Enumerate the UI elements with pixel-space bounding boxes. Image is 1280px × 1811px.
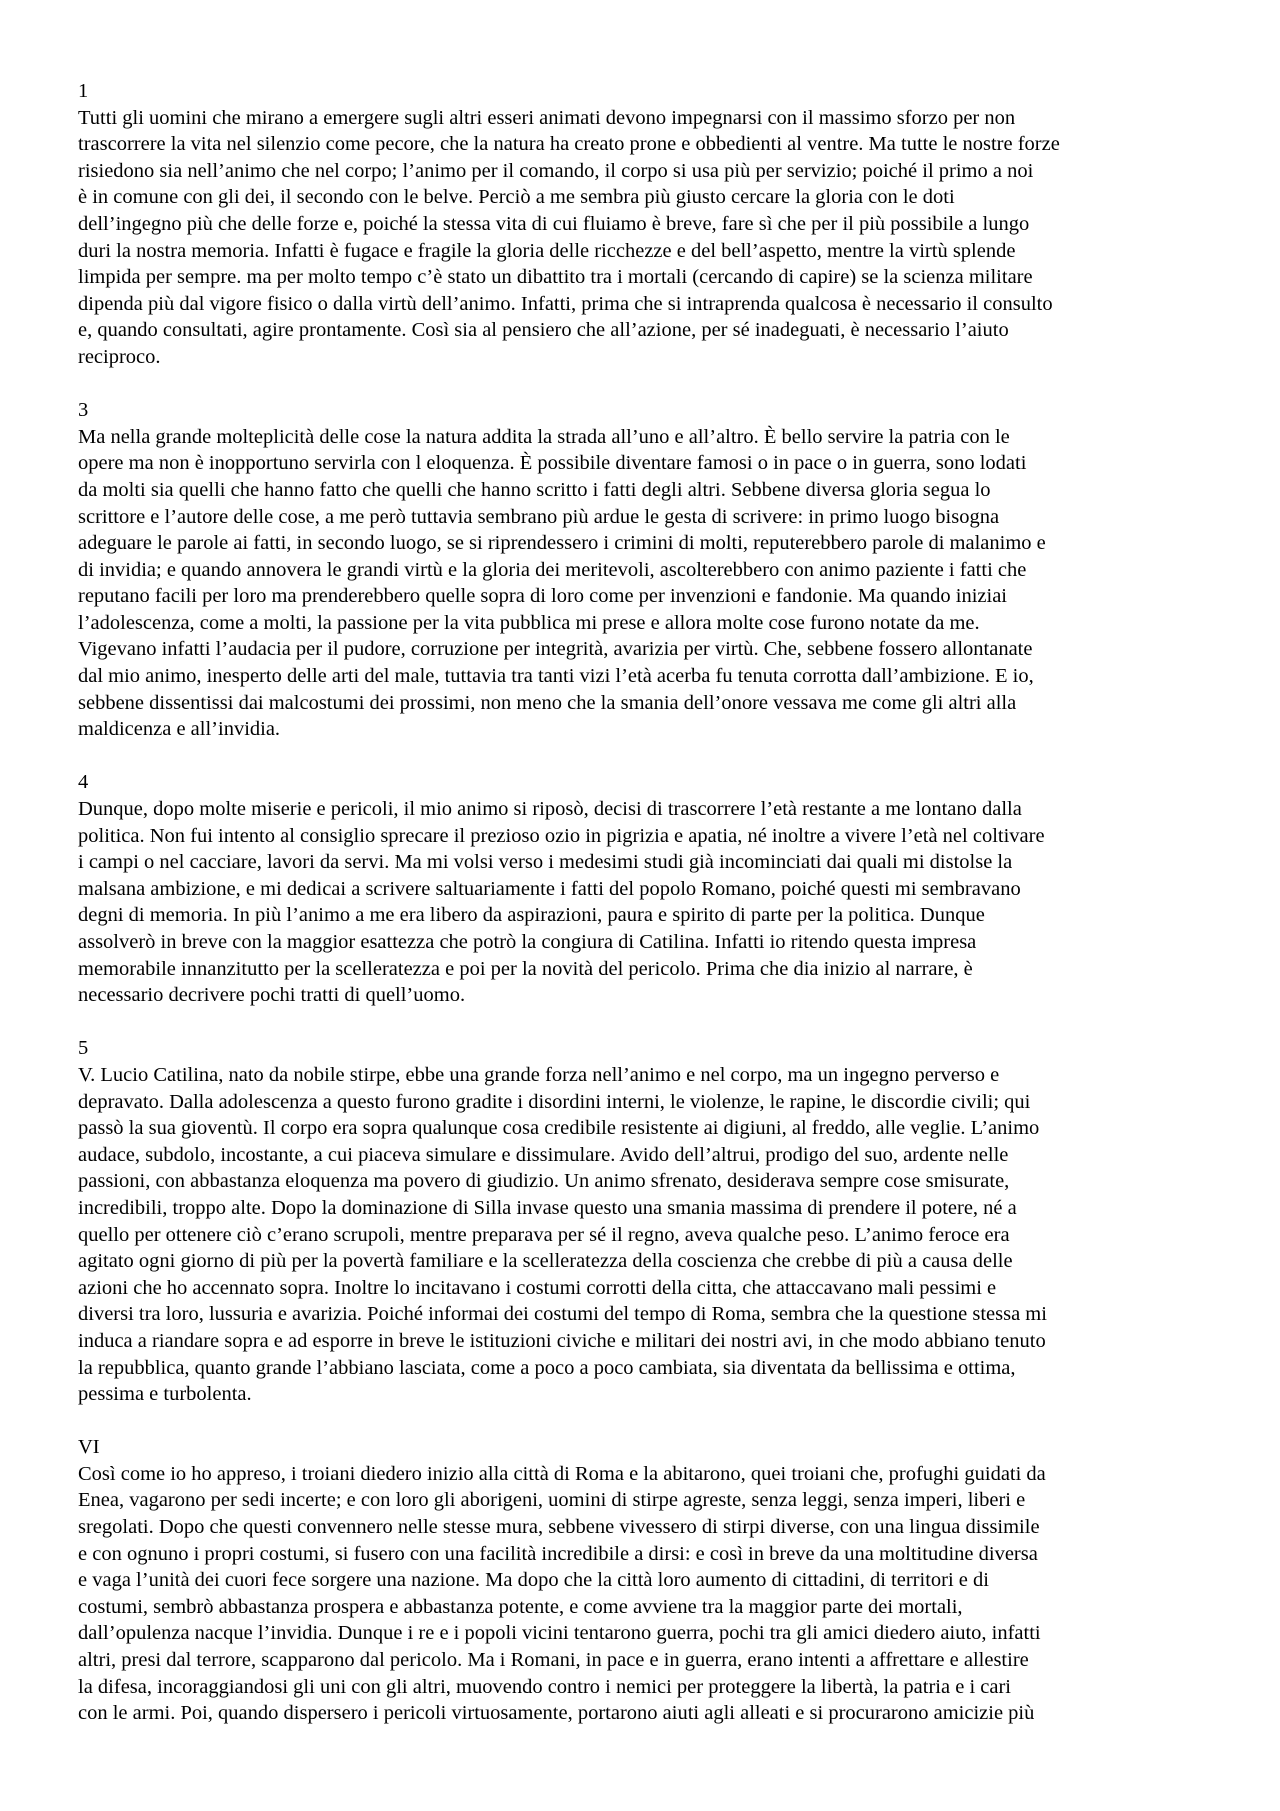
section-number: 4 xyxy=(78,771,89,794)
section-number: 3 xyxy=(78,399,89,422)
section-text: V. Lucio Catilina, nato da nobile stirpe, ebbe una grande forza nell’animo e nel corpo, ma un ingegno perverso e depravato. Dalla adolescenza a questo furono gradite i disordini interni, le violenze, le rapine, le discordie civili; qui passò la sua gioventù. Il corpo era sopra qualunque cosa credibile resistente ai digiuni, al freddo, alle veglie. L’animo audace, subdolo, incostante, a cui piaceva simulare e dissimulare. Avido dell’altrui, prodigo del suo, ardente nelle passioni, con abbastanza eloquenza ma povero di giudizio. Un animo sfrenato, desiderava sempre cose smisurate, incredibili, troppo alte. Dopo la dominazione di Silla invase questo una smania massima di prendere il potere, né a quello per ottenere ciò c’erano scrupoli, mentre preparava per sé il regno, aveva qualche peso. L’animo feroce era agitato ogni giorno di più per la povertà familiare e la scelleratezza della coscienza che crebbe di più a causa delle azioni che ho accennato sopra. Inoltre lo incitavano i costumi corrotti della citta, che attaccavano mali pessimi e diversi tra loro, lussuria e avarizia. Poiché informai dei costumi del tempo di Roma, sembra che la questione stessa mi induca a riandare sopra e ad esporre in breve le istituzioni civiche e militari dei nostri avi, in che modo abbiano tenuto la repubblica, quanto grande l’abbiano lasciata, come a poco a poco cambiata, sia diventata da bellissima e ottima, pessima e turbolenta. xyxy=(78,1063,1047,1406)
section-text: Dunque, dopo molte miserie e pericoli, il mio animo si riposò, decisi di trascorrere l’età restante a me lontano dalla politica. Non fui intento al consiglio sprecare il prezioso ozio in pigrizia e apatia, né inoltre a vivere l’età nel coltivare i campi o nel cacciare, lavori da servi. Ma mi volsi verso i medesimi studi già incominciati dai quali mi distolse la malsana ambizione, e mi dedicai a scrivere saltuariamente i fatti del popolo Romano, poiché questi mi sembravano degni di memoria. In più l’animo a me era libero da aspirazioni, paura e spirito di parte per la politica. Dunque assolverò in breve con la maggior esattezza che potrò la congiura di Catilina. Infatti io ritendo questa impresa memorabile innanzitutto per la scelleratezza e poi per la novità del pericolo. Prima che dia inizio al narrare, è necessario decrivere pochi tratti di quell’uomo. xyxy=(78,798,1045,1007)
section-number: 5 xyxy=(78,1037,89,1060)
section-vi xyxy=(78,1434,1208,1727)
section-1 xyxy=(78,78,1208,371)
section-text: Tutti gli uomini che mirano a emergere sugli altri esseri animati devono impegnarsi con il massimo sforzo per non trascorrere la vita nel silenzio come pecore, che la natura ha creato prone e obbedienti al ventre. Ma tutte le nostre forze risiedono sia nell’animo che nel corpo; l’animo per il comando, il corpo si usa più per servizio; poiché il primo a noi è in comune con gli dei, il secondo con le belve. Perciò a me sembra più giusto cercare la gloria con le doti dell’ingegno più che delle forze e, poiché la stessa vita di cui fluiamo è breve, fare sì che per il più possibile a lungo duri la nostra memoria. Infatti è fugace e fragile la gloria delle ricchezze e del bell’aspetto, mentre la virtù splende limpida per sempre. ma per molto tempo c’è stato un dibattito tra i mortali (cercando di capire) se la scienza militare dipenda più dal vigore fisico o dalla virtù dell’animo. Infatti, prima che si intraprenda qualcosa è necessario il consulto e, quando consultati, agire prontamente. Così sia al pensiero che all’azione, per sé inadeguati, è necessario l’aiuto reciproco. xyxy=(78,106,1060,368)
section-text: Così come io ho appreso, i troiani diedero inizio alla città di Roma e la abitarono, quei troiani che, profughi guidati da Enea, vagarono per sedi incerte; e con loro gli aborigeni, uomini di stirpe agreste, senza leggi, senza imperi, liberi e sregolati. Dopo che questi convennero nelle stesse mura, sebbene vivessero di stirpi diverse, con una lingua dissimile e con ognuno i propri costumi, si fusero con una facilità incredibile a dirsi: e così in breve da una moltitudine diversa e vaga l’unità dei cuori fece sorgere una nazione. Ma dopo che la città loro aumento di cittadini, di territori e di costumi, sembrò abbastanza prospera e abbastanza potente, e come avviene tra la maggior parte dei mortali, dall’opulenza nacque l’invidia. Dunque i re e i popoli vicini tentarono guerra, pochi tra gli amici diedero aiuto, infatti altri, presi dal terrore, scapparono dal pericolo. Ma i Romani, in pace e in guerra, erano intenti a affrettare e allestire la difesa, incoraggiandosi gli uni con gli altri, muovendo contro i nemici per proteggere la libertà, la patria e i cari con le armi. Poi, quando dispersero i pericoli virtuosamente, portarono aiuti agli alleati e si procurarono amicizie più xyxy=(78,1462,1046,1725)
section-number: VI xyxy=(78,1436,100,1459)
section-number: 1 xyxy=(78,80,89,102)
section-4 xyxy=(78,769,1208,1008)
section-text: Ma nella grande molteplicità delle cose la natura addita la strada all’uno e all’altro. È bello servire la patria con le opere ma non è inopportuno servirla con l eloquenza. È possibile diventare famosi o in pace o in guerra, sono lodati da molti sia quelli che hanno fatto che quelli che hanno scritto i fatti degli altri. Sebbene diversa gloria segua lo scrittore e l’autore delle cose, a me però tuttavia sembrano più ardue le gesta di scrivere: in primo luogo bisogna adeguare le parole ai fatti, in secondo luogo, se si riprendessero i crimini di molti, reputerebbero parole di malanimo e di invidia; e quando annovera le grandi virtù e la gloria dei meritevoli, ascolterebbero con animo paziente i fatti che reputano facili per loro ma prenderebbero quelle sopra di loro come per invenzioni e fandonie. Ma quando iniziai l’adolescenza, come a molti, la passione per la vita pubblica mi prese e allora molte cose furono notate da me. Vigevano infatti l’audacia per il pudore, corruzione per integrità, avarizia per virtù. Che, sebbene fossero allontanate dal mio animo, inesperto delle arti del male, tuttavia tra tanti vizi l’età acerba fu tenuta corrotta dall’ambizione. E io, sebbene dissentissi dai malcostumi dei prossimi, non meno che la smania dell’onore vessava me come gli altri alla maldicenza e all’invidia. xyxy=(78,425,1046,741)
document-page xyxy=(78,78,1208,1753)
section-3 xyxy=(78,397,1208,743)
section-5 xyxy=(78,1035,1208,1407)
